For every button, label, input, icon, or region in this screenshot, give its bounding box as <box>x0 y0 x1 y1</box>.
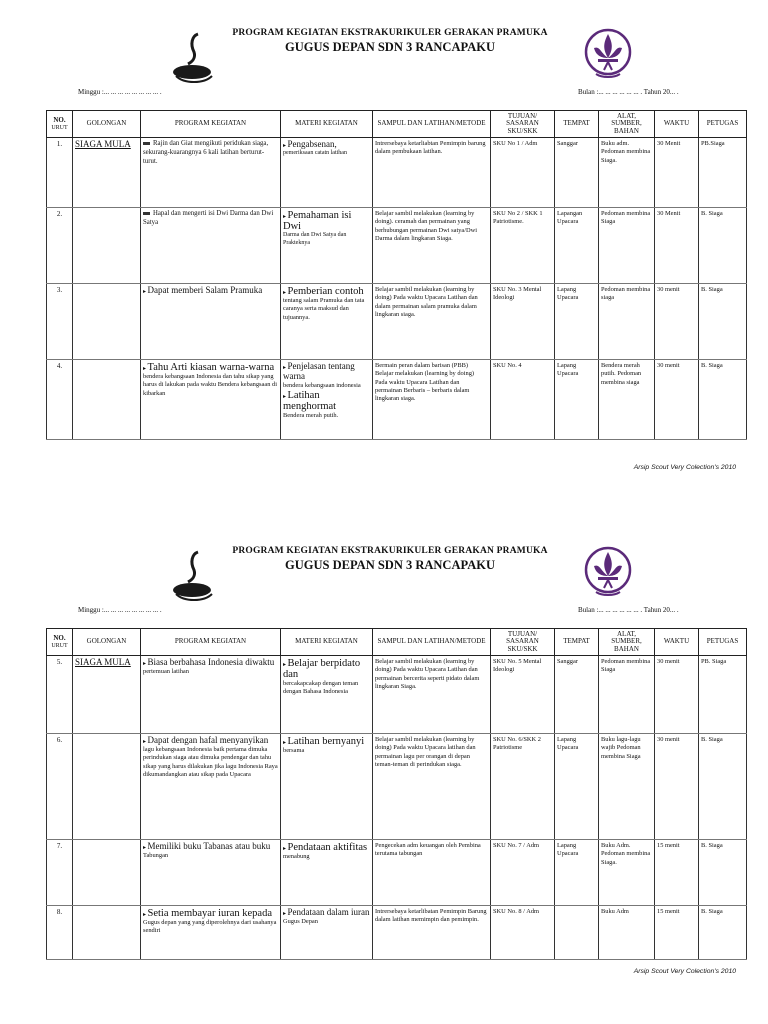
tunas-kelapa-logo <box>170 546 218 604</box>
table-row <box>47 840 747 906</box>
row-sampul: Bermain peran dalam barisan (PBB) Belajar melakukan (learning by doing) Pada waktu Upacara Latihan dan permainan Berbaris – berbaris dalam lingkaran siaga. <box>373 360 491 440</box>
row-sampul: Belajar sambil melakukan (learning by doing). ceramah dan permainan yang berhubungan permainan Dwi satya/Dwi Darma dalam lingkaran Siaga. <box>373 208 491 284</box>
row-golongan <box>73 734 141 840</box>
row-materi: ▸ Belajar berpidato dan bercakapcakap dengan teman dengan Bahasa Indonesia <box>281 656 373 734</box>
archive-footer: Arsip Scout Very Colection's 2010 <box>633 464 736 471</box>
minggu-field: Minggu :... ... ... ... ... ... ... ... . <box>78 606 162 614</box>
row-program: ▸ Tahu Arti kiasan warna-warna bendera kebangsaan Indonesia dan tahu sikap yang harus di lakukan pada waktu Bendera kebangsaan di kibarkan <box>141 360 281 440</box>
row-alat: Pedoman membina Siaga <box>599 656 655 734</box>
row-tujuan: SKU No 2 / SKK 1 Patriotisme. <box>491 208 555 284</box>
header-materi: MATERI KEGIATAN <box>281 629 373 656</box>
row-petugas: B. Siaga <box>699 208 747 284</box>
minggu-field: Minggu :... ... ... ... ... ... ... ... . <box>78 88 162 96</box>
row-tujuan: SKU No. 5 Mental Ideologi <box>491 656 555 734</box>
row-no: 7. <box>47 840 73 906</box>
row-tujuan: SKU No. 8 / Adm <box>491 906 555 960</box>
row-golongan <box>73 360 141 440</box>
row-golongan: SIAGA MULA <box>73 656 141 734</box>
header-tujuan: TUJUAN/ SASARAN SKU/SKK <box>491 111 555 138</box>
row-tempat: Lapangan Upacara <box>555 208 599 284</box>
row-no: 3. <box>47 284 73 360</box>
header-alat: ALAT, SUMBER, BAHAN <box>599 111 655 138</box>
row-tujuan: SKU No. 6/SKK 2 Patriotisme <box>491 734 555 840</box>
row-golongan: SIAGA MULA <box>73 138 141 208</box>
row-petugas: B. Siaga <box>699 734 747 840</box>
row-materi: ▸ Penjelasan tentang warna bendera kebangsaan indonesia ▸ Latihan menghormat Bendera merah putih. <box>281 360 373 440</box>
bullet-icon <box>143 212 150 215</box>
header-program: PROGRAM KEGIATAN <box>141 629 281 656</box>
row-program: Rajin dan Giat mengikuti peridukan siaga, sekurang-kuarangnya 6 kali latihan berturut-turut. <box>141 138 281 208</box>
row-program: ▸ Dapat dengan hafal menyanyikan lagu kebangsaan Indonesia baik pertama dimuka perindukan siaga atau dimuka pendengar dan tahu sikap yang harus dilakukan jika lagu Indonesia Raya dikumandangkan atau sikap pada Upacara <box>141 734 281 840</box>
row-tempat <box>555 906 599 960</box>
row-petugas: B. Siaga <box>699 906 747 960</box>
row-petugas: B. Siaga <box>699 840 747 906</box>
header-golongan: GOLONGAN <box>73 111 141 138</box>
table-row <box>47 656 747 734</box>
row-waktu: 30 menit <box>655 734 699 840</box>
row-sampul: Pengecekan adm keuangan oleh Pembina terutama tabungan <box>373 840 491 906</box>
table-row <box>47 734 747 840</box>
row-tempat: Lapang Upacara <box>555 840 599 906</box>
row-no: 4. <box>47 360 73 440</box>
row-materi: ▸ Latihan bernyanyi bersama <box>281 734 373 840</box>
header-no: NO. URUT <box>47 629 73 656</box>
header-materi: MATERI KEGIATAN <box>281 111 373 138</box>
header-waktu: WAKTU <box>655 111 699 138</box>
row-materi: ▸ Pendataan dalam iuran Gugus Depan <box>281 906 373 960</box>
row-program: ▸ Dapat memberi Salam Pramuka <box>141 284 281 360</box>
row-petugas: B. Siaga <box>699 360 747 440</box>
row-materi: ▸ Pemahaman isi Dwi Darma dan Dwi Satya dan Prakteknya <box>281 208 373 284</box>
row-tujuan: SKU No. 7 / Adm <box>491 840 555 906</box>
bulan-field: Bulan :... ... ... ... ... ... . Tahun 20... . <box>578 88 679 96</box>
table-row <box>47 138 747 208</box>
row-tujuan: SKU No. 3 Mental Ideologi <box>491 284 555 360</box>
row-alat: Buku adm. Pedoman membina Siaga. <box>599 138 655 208</box>
row-tempat: Lapang Upacara <box>555 734 599 840</box>
header-tempat: TEMPAT <box>555 629 599 656</box>
row-golongan <box>73 208 141 284</box>
row-waktu: 30 Menit <box>655 138 699 208</box>
table-row <box>47 906 747 960</box>
tunas-kelapa-logo <box>170 28 218 86</box>
row-alat: Bendera merah putih. Pedoman membina siaga <box>599 360 655 440</box>
row-program: ▸ Memiliki buku Tabanas atau buku Tabungan <box>141 840 281 906</box>
row-materi: ▸ Pengabsenan, pemeriksaan catatn latihan <box>281 138 373 208</box>
table-row <box>47 360 747 440</box>
row-sampul: Intrersebaya ketarliabtan Pemimpin barung dalam pembukaan latihan. <box>373 138 491 208</box>
row-no: 2. <box>47 208 73 284</box>
row-no: 6. <box>47 734 73 840</box>
row-alat: Buku lagu-lagu wajib Pedoman membina Siaga <box>599 734 655 840</box>
row-waktu: 30 Menit <box>655 208 699 284</box>
header-program: PROGRAM KEGIATAN <box>141 111 281 138</box>
bullet-icon <box>143 142 150 145</box>
header-no: NO. URUT <box>47 111 73 138</box>
header-tujuan: TUJUAN/ SASARAN SKU/SKK <box>491 629 555 656</box>
table-row <box>47 284 747 360</box>
row-alat: Buku Adm <box>599 906 655 960</box>
row-golongan <box>73 906 141 960</box>
row-tujuan: SKU No 1 / Adm <box>491 138 555 208</box>
bulan-field: Bulan :... ... ... ... ... ... . Tahun 20... . <box>578 606 679 614</box>
row-program: ▸ Setia membayar iuran kepada Gugus depan yang yang diperolehnya dari usahanya sendiri <box>141 906 281 960</box>
title-line-2: GUGUS DEPAN SDN 3 RANCAPAKU <box>285 558 495 572</box>
row-tempat: Sanggar <box>555 656 599 734</box>
row-tempat: Sanggar <box>555 138 599 208</box>
table-header-row <box>47 111 747 138</box>
table-header-row <box>47 629 747 656</box>
title-line-1: PROGRAM KEGIATAN EKSTRAKURIKULER GERAKAN PRAMUKA <box>232 28 548 38</box>
header-sampul: SAMPUL DAN LATIHAN/METODE <box>373 629 491 656</box>
row-waktu: 15 menit <box>655 906 699 960</box>
header-waktu: WAKTU <box>655 629 699 656</box>
row-sampul: Belajar sambil melakukan (learning by doing) Pada waktu Upacara Latihan dan dalam permainan salam pramuka dalam lingkaran siaga. <box>373 284 491 360</box>
row-no: 5. <box>47 656 73 734</box>
archive-footer: Arsip Scout Very Colection's 2010 <box>633 968 736 975</box>
row-golongan <box>73 284 141 360</box>
row-alat: Pedoman membina siaga <box>599 284 655 360</box>
row-waktu: 30 menit <box>655 284 699 360</box>
row-sampul: Belajar sambil melakukan (learning by doing) Pada waktu Upacara Latihan dan permainan bercerita seperti pidato dalam lingkaran Siaga. <box>373 656 491 734</box>
row-sampul: Belajar sambil melakukan (learning by doing) Pada waktu Upacara latihan dan permainan lagu per orangan di depan teman-teman di perindukan siaga. <box>373 734 491 840</box>
row-sampul: Intrersebaya ketarlibatan Pemimpin Barung dalam latihan memimpin dan pemimpin. <box>373 906 491 960</box>
header-alat: ALAT, SUMBER, BAHAN <box>599 629 655 656</box>
row-alat: Buku Adm. Pedoman membina Siaga. <box>599 840 655 906</box>
row-no: 1. <box>47 138 73 208</box>
header-petugas: PETUGAS <box>699 629 747 656</box>
row-waktu: 15 menit <box>655 840 699 906</box>
table-row <box>47 208 747 284</box>
program-table <box>46 628 747 960</box>
row-materi: ▸ Pendataan aktifitas menabung <box>281 840 373 906</box>
header-golongan: GOLONGAN <box>73 629 141 656</box>
row-tujuan: SKU No. 4 <box>491 360 555 440</box>
row-petugas: PB.Siaga <box>699 138 747 208</box>
row-golongan <box>73 840 141 906</box>
program-table <box>46 110 747 440</box>
header-petugas: PETUGAS <box>699 111 747 138</box>
header-sampul: SAMPUL DAN LATIHAN/METODE <box>373 111 491 138</box>
row-materi: ▸ Pemberian contoh tentang salam Pramuka dan tata caranya serta maksud dan tujuannya. <box>281 284 373 360</box>
header-tempat: TEMPAT <box>555 111 599 138</box>
row-waktu: 30 menit <box>655 656 699 734</box>
row-tempat: Lapang Upacara <box>555 284 599 360</box>
row-tempat: Lapang Upacara <box>555 360 599 440</box>
row-program: Hapal dan mengerti isi Dwi Darma dan Dwi Satya <box>141 208 281 284</box>
title-line-1: PROGRAM KEGIATAN EKSTRAKURIKULER GERAKAN PRAMUKA <box>232 546 548 556</box>
row-petugas: B. Siaga <box>699 284 747 360</box>
row-no: 8. <box>47 906 73 960</box>
row-program: ▸ Biasa berbahasa Indonesia diwaktu pertemuan latihan <box>141 656 281 734</box>
scout-fleur-de-lis-emblem <box>584 26 632 84</box>
title-line-2: GUGUS DEPAN SDN 3 RANCAPAKU <box>285 40 495 54</box>
row-petugas: PB. Siaga <box>699 656 747 734</box>
row-alat: Pedoman membina Siaga <box>599 208 655 284</box>
row-waktu: 30 menit <box>655 360 699 440</box>
scout-fleur-de-lis-emblem <box>584 544 632 602</box>
